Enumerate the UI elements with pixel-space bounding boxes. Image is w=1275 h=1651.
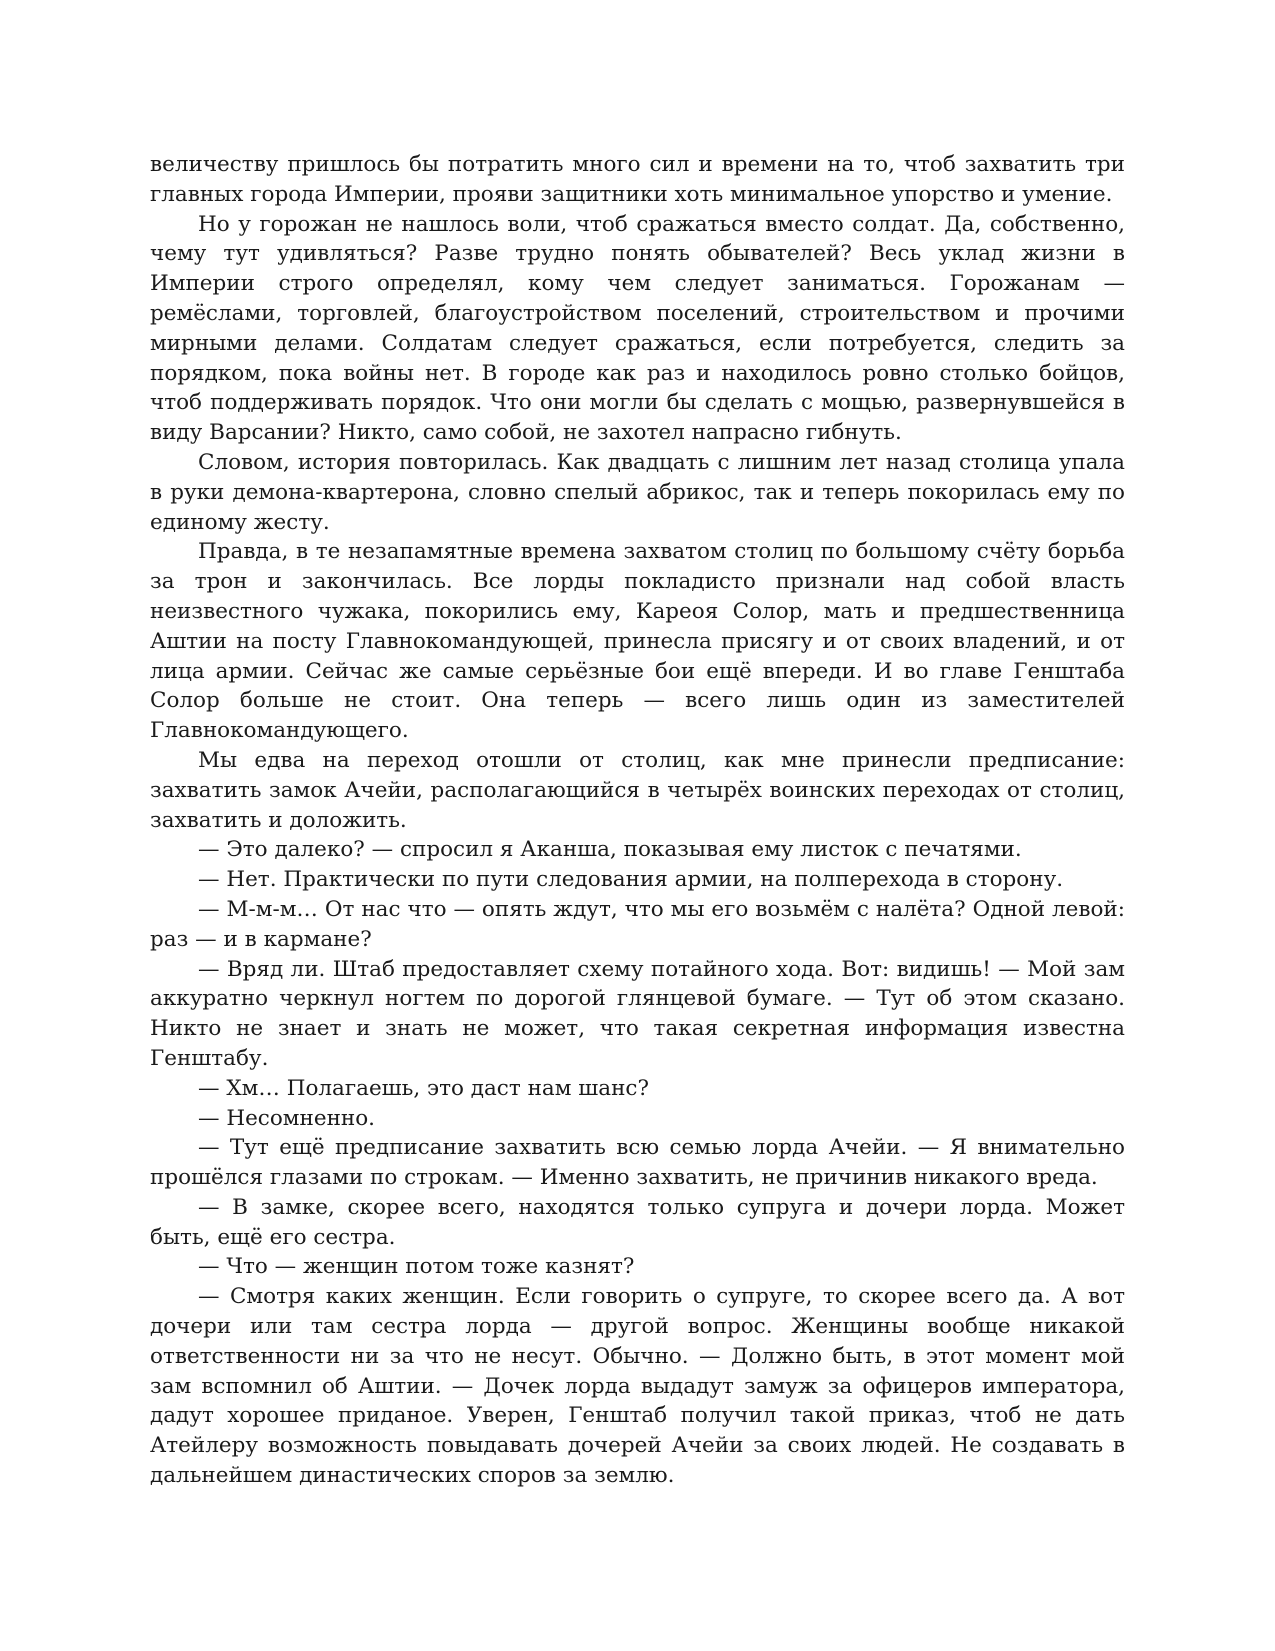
paragraph-orders: Мы едва на переход отошли от столиц, как мне принесли предписание: захватить замок Ачейи, располагающийся в четырёх воинских переходах от столиц, захватить и доложить. — [150, 747, 1125, 833]
dialogue-line: — Нет. Практически по пути следования армии, на полперехода в сторону. — [198, 867, 1064, 893]
dialogue-line: — Это далеко? — спросил я Аканша, показывая ему листок с печатями. — [198, 837, 1022, 863]
dialogue-line: — Смотря каких женщин. Если говорить о супруге, то скорее всего да. А вот дочери или там сестра лорда — другой вопрос. Женщины вообще никакой ответственности ни за что не несут. Обычно. — Должно быть, в этот момент мой зам вспомнил об Аштии. — Дочек лорда выдадут замуж за офицеров императора, дадут хорошее приданое. Уверен, Генштаб получил такой приказ, чтоб не дать Атейлеру возможность повыдавать дочерей Ачейи за своих людей. Не создавать в дальнейшем династических споров за землю. — [150, 1284, 1125, 1489]
dialogue-line: — Несомненно. — [198, 1105, 376, 1131]
dialogue-line: — Что — женщин потом тоже казнят? — [198, 1254, 635, 1280]
paragraph-continuation: величеству пришлось бы потратить много сил и времени на то, чтоб захватить три главных города Империи, прояви защитники хоть минимальное упорство и умение. — [150, 152, 1125, 207]
dialogue-line: — М-м-м… От нас что — опять ждут, что мы его возьмём с налёта? Одной левой: раз — и в кармане? — [150, 896, 1125, 952]
dialogue-line: — В замке, скорее всего, находятся только супруга и дочери лорда. Может быть, ещё его сестра. — [150, 1194, 1125, 1250]
page-body — [150, 150, 1125, 1491]
paragraph-history-repeated: Словом, история повторилась. Как двадцать с лишним лет назад столица упала в руки демона-квартерона, словно спелый абрикос, так и теперь покорилась ему по единому жесту. — [150, 449, 1125, 535]
dialogue-line: — Хм… Полагаешь, это даст нам шанс? — [198, 1075, 649, 1101]
paragraph-townsfolk: Но у горожан не нашлось воли, чтоб сражаться вместо солдат. Да, собственно, чему тут удивляться? Разве трудно понять обывателей? Весь уклад жизни в Империи строго определял, кому чем следует заниматься. Горожанам — ремёслами, торговлей, благоустройством поселений, строительством и прочими мирными делами. Солдатам следует сражаться, если потребуется, следить за порядком, пока войны нет. В городе как раз и находилось ровно столько бойцов, чтоб поддерживать порядок. Что они могли бы сделать с мощью, развернувшейся в виду Варсании? Никто, само собой, не захотел напрасно гибнуть. — [150, 211, 1125, 446]
paragraph-old-times: Правда, в те незапамятные времена захватом столиц по большому счёту борьба за трон и закончилась. Все лорды покладисто признали над собой власть неизвестного чужака, покорились ему, Кареоя Солор, мать и предшественница Аштии на посту Главнокомандующей, принесла присягу и от своих владений, и от лица армии. Сейчас же самые серьёзные бои ещё впереди. И во главе Генштаба Солор больше не стоит. Она теперь — всего лишь один из заместителей Главнокомандующего. — [150, 539, 1125, 744]
dialogue-line: — Тут ещё предписание захватить всю семью лорда Ачейи. — Я внимательно прошёлся глазами по строкам. — Именно захватить, не причинив никакого вреда. — [150, 1135, 1125, 1191]
dialogue-line: — Вряд ли. Штаб предоставляет схему потайного хода. Вот: видишь! — Мой зам аккуратно черкнул ногтем по дорогой глянцевой бумаге. — Тут об этом сказано. Никто не знает и знать не может, что такая секретная информация известна Генштабу. — [150, 956, 1125, 1071]
